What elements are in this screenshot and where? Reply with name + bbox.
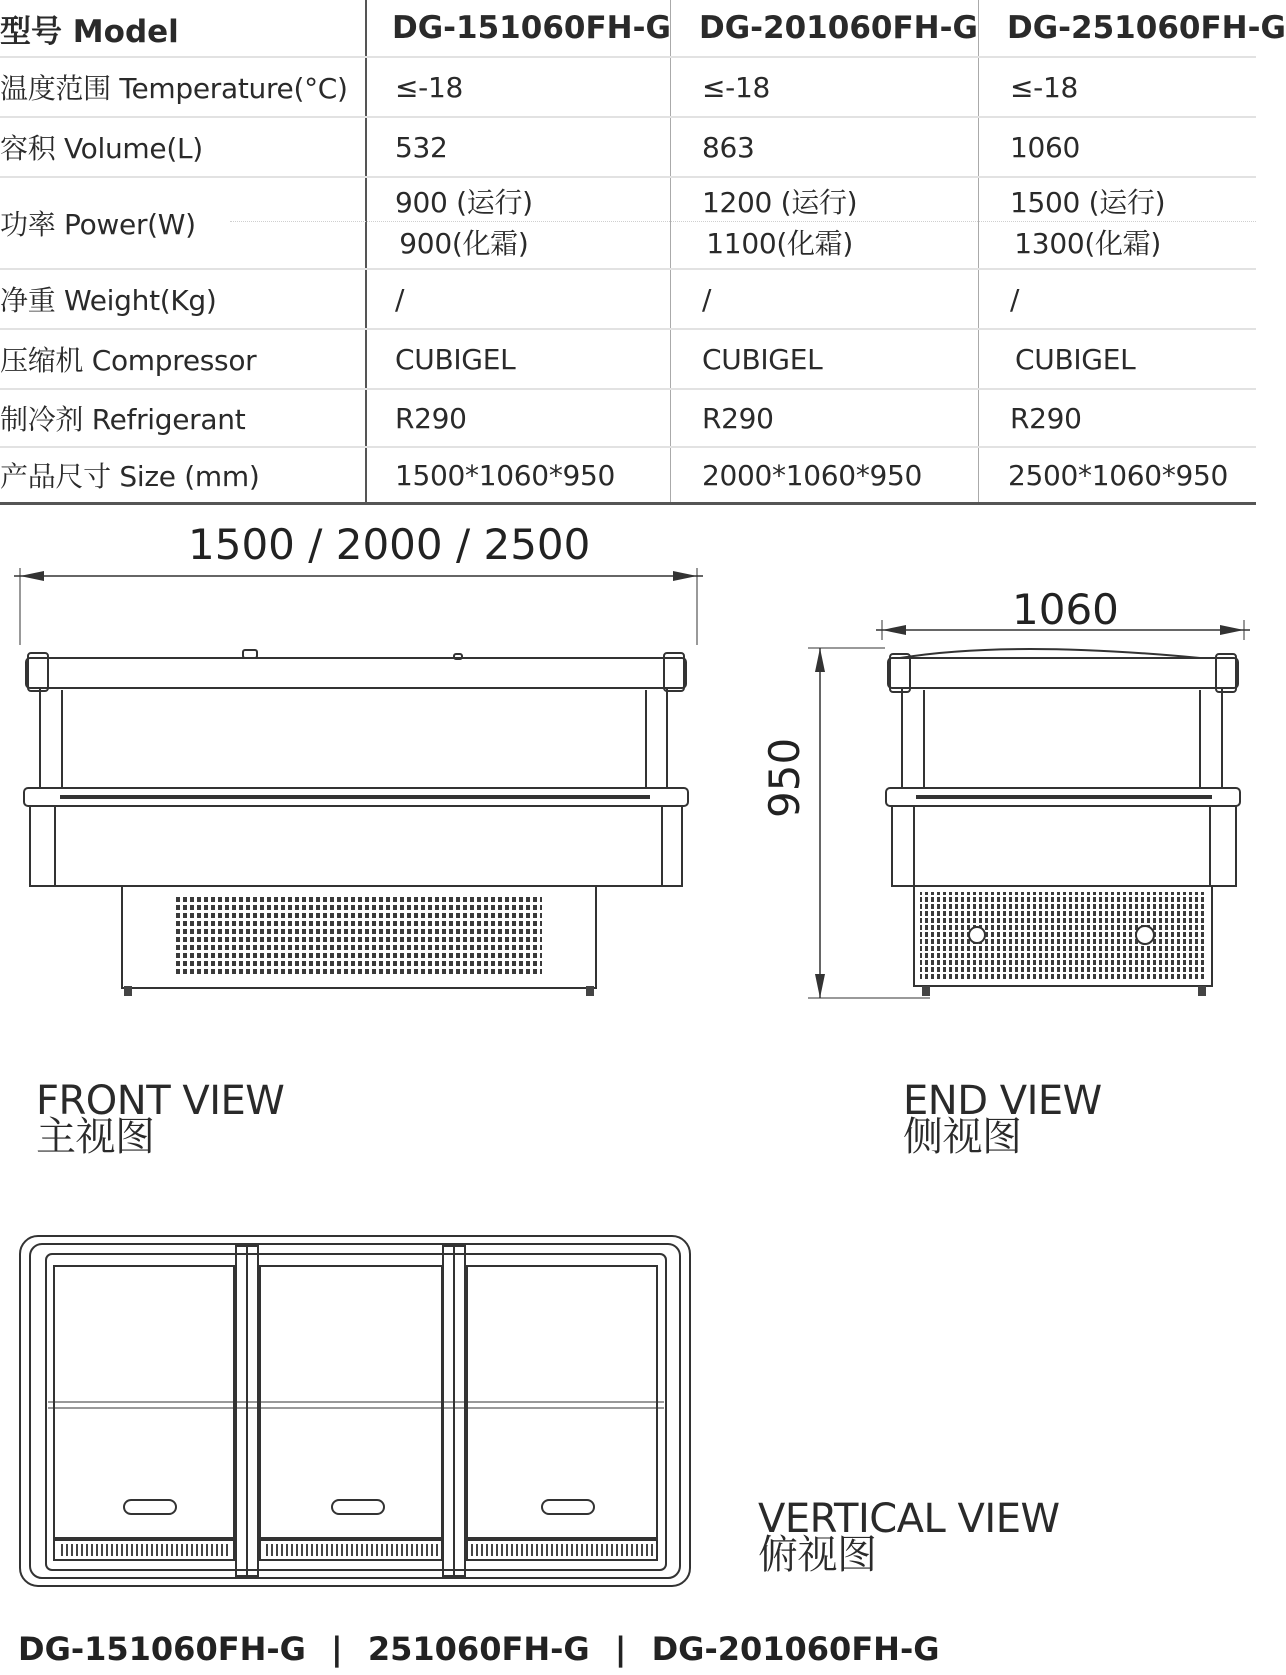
row-label: 容积 Volume(L)	[0, 132, 203, 165]
cell-value: ≤-18	[1010, 70, 1078, 104]
cell-value: 532	[395, 130, 448, 164]
end-view-label-en: END VIEW	[903, 1078, 1102, 1124]
front-view-label-cn: 主视图	[36, 1114, 155, 1160]
header-model: DG-151060FH-G	[392, 10, 671, 46]
row-label: 产品尺寸 Size (mm)	[0, 460, 260, 493]
footer-separator: |	[331, 1630, 343, 1668]
cell-value: 2500*1060*950	[1008, 458, 1229, 492]
header-model: DG-201060FH-G	[699, 10, 978, 46]
vertical-view-drawing	[20, 1236, 690, 1586]
cell-value: 1200 (运行)	[702, 186, 858, 219]
cell-value: 1060	[1010, 130, 1081, 164]
cell-value: CUBIGEL	[395, 342, 516, 376]
end-height-dimension: 950	[760, 737, 809, 818]
cell-value: CUBIGEL	[702, 342, 823, 376]
row-label: 制冷剂 Refrigerant	[0, 403, 246, 436]
front-view-label-en: FRONT VIEW	[36, 1078, 285, 1124]
cell-value: 1500*1060*950	[395, 458, 616, 492]
footer-model: DG-151060FH-G	[18, 1630, 306, 1668]
row-label: 功率 Power(W)	[0, 208, 196, 241]
cell-value: 1100(化霜)	[706, 227, 854, 260]
footer-model: DG-201060FH-G	[651, 1630, 940, 1668]
cell-value: 863	[702, 130, 755, 164]
cell-value: /	[395, 282, 405, 316]
front-width-dimension: 1500 / 2000 / 2500	[188, 520, 591, 569]
cell-value: R290	[395, 401, 467, 435]
cell-value: ≤-18	[395, 70, 463, 104]
row-label: 净重 Weight(Kg)	[0, 284, 217, 317]
end-width-dimension: 1060	[1012, 585, 1119, 634]
footer-model: 251060FH-G	[367, 1630, 590, 1668]
vertical-view-label	[758, 1496, 1060, 1578]
cell-value: 900 (运行)	[395, 186, 533, 219]
vertical-view-label-cn: 俯视图	[758, 1532, 877, 1578]
front-view-label	[36, 1078, 285, 1160]
vertical-view-label-en: VERTICAL VIEW	[758, 1496, 1060, 1542]
header-model: DG-251060FH-G	[1007, 10, 1286, 46]
cell-value: R290	[702, 401, 774, 435]
cell-value: /	[1010, 282, 1020, 316]
end-view-label	[903, 1078, 1102, 1160]
row-label: 温度范围 Temperature(°C)	[0, 72, 348, 105]
cell-value: 2000*1060*950	[702, 458, 923, 492]
row-label: 压缩机 Compressor	[0, 344, 257, 377]
end-view-label-cn: 侧视图	[903, 1114, 1022, 1160]
cell-value: R290	[1010, 401, 1082, 435]
front-view-drawing	[14, 568, 703, 996]
cell-value: 900(化霜)	[399, 227, 529, 260]
model-footer	[18, 1630, 940, 1668]
cell-value: /	[702, 282, 712, 316]
cell-value: 1300(化霜)	[1014, 227, 1162, 260]
footer-separator: |	[614, 1630, 627, 1668]
end-view-drawing	[808, 620, 1250, 998]
cell-value: 1500 (运行)	[1010, 186, 1166, 219]
cell-value: ≤-18	[702, 70, 770, 104]
cell-value: CUBIGEL	[1015, 342, 1136, 376]
header-label: 型号 Model	[0, 13, 179, 50]
